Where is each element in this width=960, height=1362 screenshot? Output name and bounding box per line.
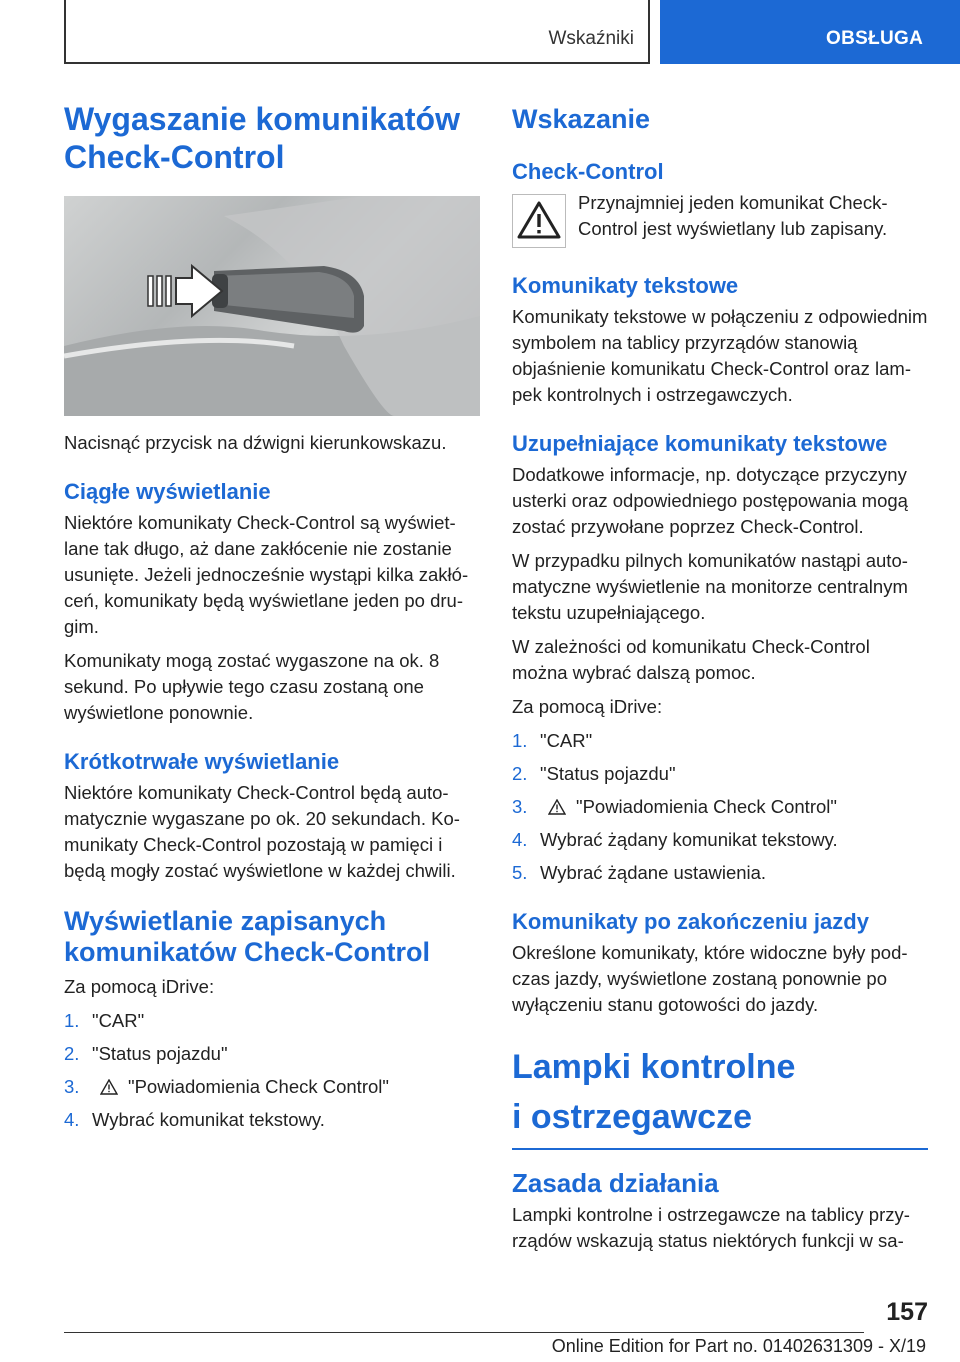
- list-item: 3. "Powiadomienia Check Control": [64, 1076, 389, 1097]
- check-control-symbol: [512, 194, 566, 248]
- text-messages-paragraph: Komunikaty tekstowe w połączeniu z odpowiednim symbolem na tablicy przyrządów stanowią objaśnienie komunikatu Check-Control oraz lampek kontrolnych i ostrzegawczych.: [512, 306, 928, 405]
- display-title: Wskazanie: [512, 104, 651, 134]
- end-of-drive-paragraph: Określone komunikaty, które widoczne były podczas jazdy, wyświetlone zostaną ponownie po wyłączeniu stanu gotowości do jazdy.: [512, 942, 908, 1015]
- warning-triangle-icon: [548, 799, 566, 815]
- principle-paragraph: Lampki kontrolne i ostrzegawcze na tablicy przyrządów wskazują status niektórych funkcji w sa-: [512, 1204, 910, 1251]
- dismiss-title: Wygaszanie komunikatów Check-Control: [64, 101, 460, 175]
- lever-illustration: [64, 196, 480, 416]
- section-divider: [512, 1148, 928, 1150]
- check-control-row: [512, 190, 928, 250]
- footer-divider: [64, 1332, 864, 1333]
- lamps-title-line-2: i ostrzegawcze: [512, 1098, 752, 1136]
- check-control-text: Przynajmniej jeden komunikat Check-Control jest wyświetlany lub zapisany.: [578, 192, 888, 239]
- principle-heading: Zasada działania: [512, 1168, 719, 1198]
- lamps-title: [512, 1042, 928, 1142]
- continuous-paragraph: Niektóre komunikaty Check-Control są wyświetlane tak długo, aż dane zakłócenie nie zostanie usunięte. Jeżeli jednocześnie wystąpi kilka zakłóceń, komunikaty będą wyświetlane jeden po drugim.: [64, 512, 469, 637]
- section-box: [64, 0, 650, 64]
- lamps-title-line-1: Lampki kontrolne: [512, 1048, 796, 1086]
- list-item: 2. "Status pojazdu": [512, 763, 676, 784]
- supplementary-paragraph-1: Dodatkowe informacje, np. dotyczące przyczyny usterki oraz odpowiedniego postępowania mogą zostać przywołane poprzez Check-Control.: [512, 464, 908, 537]
- chapter-tab-label: OBSŁUGA: [826, 28, 924, 49]
- chapter-tab: [660, 0, 960, 64]
- saved-title: Wyświetlanie zapisanych komunikatów Check-Control: [64, 906, 431, 967]
- section-title: Wskaźniki: [548, 28, 634, 49]
- edition-note: Online Edition for Part no. 01402631309 - X/19: [551, 1336, 926, 1356]
- supplementary-steps-list: [512, 728, 928, 886]
- supplementary-paragraph-2: W przypadku pilnych komunikatów nastąpi automatyczne wyświetlenie na monitorze centralnym tekstu uzupełniającego.: [512, 550, 908, 623]
- left-column: [64, 100, 480, 1143]
- list-item: 5. Wybrać żądane ustawienia.: [512, 862, 767, 883]
- arrow-icon: [148, 266, 222, 316]
- supplementary-paragraph-3: W zależności od komunikatu Check-Control można wybrać dalszą pomoc.: [512, 636, 870, 683]
- warning-triangle-icon: [513, 195, 565, 247]
- list-item: 2. "Status pojazdu": [64, 1043, 228, 1064]
- saved-intro: Za pomocą iDrive:: [64, 976, 215, 997]
- list-item: 4. Wybrać komunikat tekstowy.: [64, 1109, 325, 1130]
- supplementary-intro: Za pomocą iDrive:: [512, 696, 663, 717]
- list-item: 1. "CAR": [512, 730, 593, 751]
- list-item: 4. Wybrać żądany komunikat tekstowy.: [512, 829, 838, 850]
- list-item: 3. "Powiadomienia Check Control": [512, 796, 837, 817]
- check-control-heading: Check-Control: [512, 159, 664, 184]
- continuous-paragraph-2: Komunikaty mogą zostać wygaszone na ok. 8 sekund. Po upływie tego czasu zostaną one wyświetlone ponownie.: [64, 650, 440, 723]
- page-number: 157: [886, 1298, 928, 1326]
- supplementary-heading: Uzupełniające komunikaty tekstowe: [512, 431, 888, 456]
- saved-steps-list: [64, 1008, 480, 1133]
- right-column: [512, 100, 928, 1262]
- text-messages-heading: Komunikaty tekstowe: [512, 273, 739, 298]
- short-heading: Krótkotrwałe wyświetlanie: [64, 749, 340, 774]
- turn-signal-lever-photo: [64, 196, 480, 416]
- photo-caption: Nacisnąć przycisk na dźwigni kierunkowskazu.: [64, 432, 447, 453]
- continuous-heading: Ciągłe wyświetlanie: [64, 479, 271, 504]
- page-header: [0, 0, 960, 66]
- list-item: 1. "CAR": [64, 1010, 145, 1031]
- warning-triangle-icon: [100, 1079, 118, 1095]
- short-paragraph: Niektóre komunikaty Check-Control będą automatycznie wygaszane po ok. 20 sekundach. Komunikaty Check-Control pozostają w pamięci i będą mogły zostać wyświetlone w każdej chwili.: [64, 782, 460, 881]
- end-of-drive-heading: Komunikaty po zakończeniu jazdy: [512, 909, 869, 934]
